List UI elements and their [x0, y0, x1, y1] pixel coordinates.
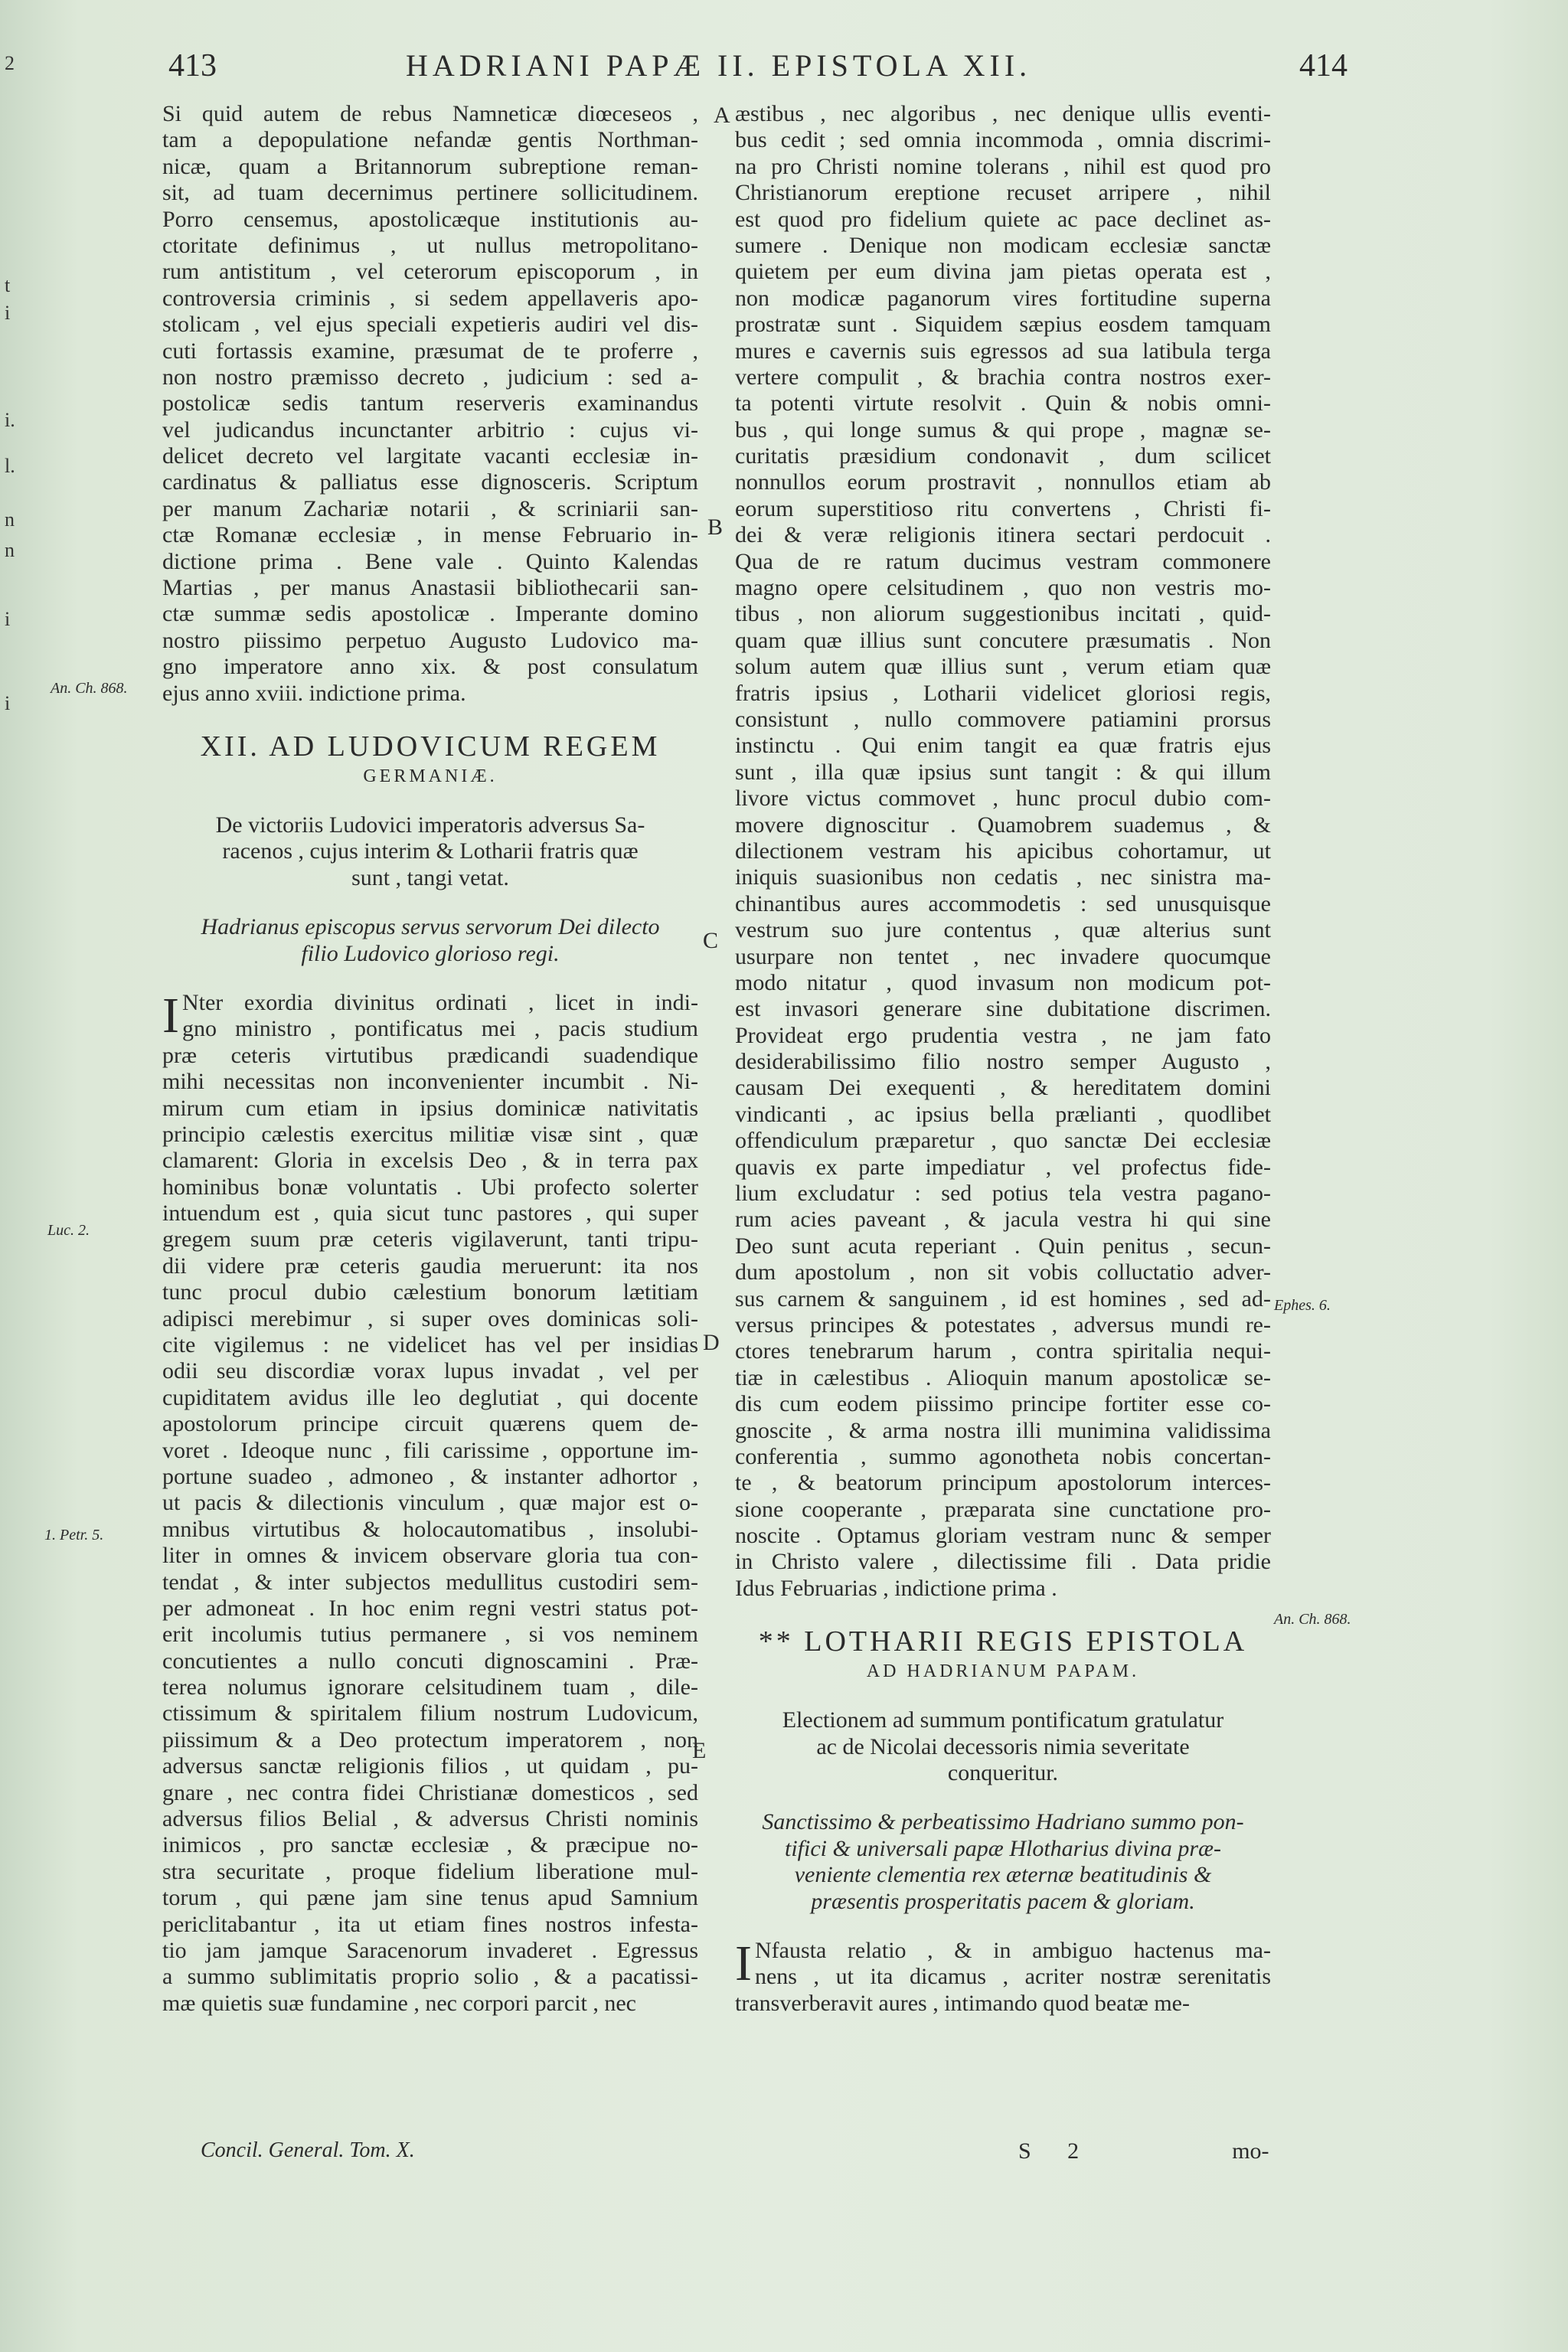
text-line: sus carnem & sanguinem , id est homines , sed ad- — [735, 1285, 1271, 1312]
text-line: sione cooperante , præparata sine cunctatione pro- — [735, 1496, 1271, 1522]
body-first-line: Nter exordia divinitus ordinati , licet in indi- — [181, 989, 698, 1015]
text-line: mirum cum etiam in ipsius dominicæ nativitatis — [162, 1095, 698, 1121]
text-line: tunc procul dubio cælestium bonorum lætitiam — [162, 1279, 698, 1305]
text-line: vestrum suo jure contentus , quæ alterius sunt — [735, 917, 1271, 943]
edge-glyph: n — [5, 539, 15, 561]
edge-glyph: i — [5, 608, 11, 630]
text-line: piissimum & a Deo protectum imperatorem , non — [162, 1726, 698, 1753]
text-line: portune suadeo , admoneo , & instanter adhortor , — [162, 1463, 698, 1489]
salutation-line: veniente clementia rex æternæ beatitudinis & — [794, 1862, 1212, 1888]
lotharii-body — [735, 1938, 1271, 2017]
page-header — [168, 47, 1348, 101]
footer-volume: Concil. General. Tom. X. — [201, 2138, 415, 2162]
text-line: nonnullos eorum prostravit , nonnullos etiam ab — [735, 469, 1271, 495]
text-line: eorum superstitioso ritu convertens , Christi fi- — [735, 495, 1271, 521]
margin-note-peter: 1. Petr. 5. — [44, 1527, 104, 1544]
text-line: periclitabantur , ita ut etiam fines nostros infesta- — [162, 1911, 698, 1937]
text-line: in Christo valere , dilectissime fili . Data pridie — [735, 1549, 1271, 1575]
text-line: versus principes & potestates , adversus mundi re- — [735, 1312, 1271, 1338]
text-line: principio cælestis exercitus militiæ visæ sint , quæ — [162, 1121, 698, 1147]
text-line: apostolorum principe circuit quærens quem de- — [162, 1411, 698, 1437]
text-line: tendat , & inter subjectos medullitus custodiri sem- — [162, 1569, 698, 1595]
salutation-line: Hadrianus episcopus servus servorum Dei dilecto — [201, 914, 660, 940]
signature-mark: S 2 — [1018, 2138, 1095, 2164]
text-line: cuti fortassis examine, præsumat de te proferre , — [162, 338, 698, 364]
drop-cap: I — [162, 987, 179, 1044]
text-line: te , & beatorum principum apostolorum interces- — [735, 1470, 1271, 1496]
text-line: vindicanti , ac ipsius bella prælianti , quodlibet — [735, 1101, 1271, 1127]
text-line: gnoscite , & arma nostra illi munimina validissima — [735, 1417, 1271, 1443]
text-line: ejus anno xviii. indictione prima. — [162, 680, 466, 706]
letter-summary — [162, 812, 698, 891]
text-line: mnibus virtutibus & holocautomatibus , insolubi- — [162, 1516, 698, 1542]
text-line: quam quæ illius sunt concutere præsumatis . Non — [735, 627, 1271, 653]
text-line: erit incolumis tutius permanere , si vos neminem — [162, 1622, 698, 1648]
margin-note-luke: Luc. 2. — [47, 1222, 90, 1239]
text-line: præ ceteris virtutibus prædicandi suadendique — [162, 1042, 698, 1068]
text-line: Porro censemus, apostolicæque institutionis au- — [162, 206, 698, 232]
text-line: æstibus , nec algoribus , nec denique ullis eventi- — [735, 101, 1271, 126]
letter-body-continued — [735, 101, 1271, 1602]
text-line: sit, ad tuam decernimus pertinere sollicitudinem. — [162, 180, 698, 206]
text-line: dii videre præ ceteris gaudia meruerunt: ita nos — [162, 1253, 698, 1279]
text-line: lium excludatur : sed potius tela vestra pagano- — [735, 1181, 1271, 1207]
text-line: tio jam jamque Saracenorum invaderet . Egressus — [162, 1938, 698, 1963]
lotharii-subheading: AD HADRIANUM PAPAM. — [866, 1661, 1140, 1682]
text-line: dum apostolum , non sit vobis colluctatio adver- — [735, 1259, 1271, 1285]
text-line: tam a depopulatione nefandæ gentis Northman- — [162, 127, 698, 153]
text-line: prostratæ sunt . Siquidem sæpius eosdem tamquam — [735, 312, 1271, 338]
summary-line: conqueritur. — [947, 1760, 1059, 1786]
section-marker-b: B — [707, 514, 724, 540]
text-line: gno ministro , pontificatus mei , pacis studium — [181, 1016, 698, 1042]
text-line: Martias , per manus Anastasii bibliothecarii san- — [162, 575, 698, 601]
text-line: transverberavit aures , intimando quod beatæ me- — [735, 1990, 1190, 2016]
salutation-line: Sanctissimo & perbeatissimo Hadriano summo pon- — [762, 1809, 1244, 1835]
letter-subheading-xii: GERMANIÆ. — [363, 766, 498, 786]
text-line: nicæ, quam a Britannorum subreptione reman- — [162, 153, 698, 179]
section-marker-d: D — [703, 1330, 720, 1355]
summary-line: De victoriis Ludovici imperatoris adversus Sa- — [215, 812, 645, 838]
text-line: conferentia , summo agonotheta nobis concertan- — [735, 1443, 1271, 1469]
summary-line: ac de Nicolai decessoris nimia severitate — [816, 1733, 1190, 1759]
summary-line: racenos , cujus interim & Lotharii fratris quæ — [222, 838, 639, 864]
text-line: modo nitatur , quod invasum non modicum pot- — [735, 969, 1271, 995]
text-line: na pro Christi nomine tolerans , nihil est quod pro — [735, 153, 1271, 179]
text-line: intuendum est , quia sicut tunc pastores , qui super — [162, 1200, 698, 1227]
text-line: adversus filios Belial , & adversus Christi nominis — [162, 1806, 698, 1832]
text-line: quavis ex parte impediatur , vel profectus fide- — [735, 1154, 1271, 1180]
text-line: tibus , non aliorum suggestionibus incitati , quid- — [735, 601, 1271, 627]
text-line: offendiculum præparetur , quo sanctæ Dei ecclesiæ — [735, 1128, 1271, 1154]
salutation-line: præsentis prosperitatis pacem & gloriam. — [811, 1888, 1195, 1914]
text-line: hominibus bonæ voluntatis . Ubi profecto solerter — [162, 1174, 698, 1200]
text-line: mæ quietis suæ fundamine , nec corpori parcit , nec — [162, 1990, 636, 2016]
text-line: noscite . Optamus gloriam vestram nunc & semper — [735, 1523, 1271, 1549]
edge-glyph: n — [5, 508, 15, 531]
text-line: cardinatus & palliatus esse dignosceris. Scriptum — [162, 469, 698, 495]
text-line: cite vigilemus : ne videlicet has vel per insidias — [162, 1332, 698, 1358]
text-line: bus , qui longe sumus & qui prope , magnæ se- — [735, 416, 1271, 443]
text-line: clamarent: Gloria in excelsis Deo , & in terra pax — [162, 1148, 698, 1174]
text-line: postolicæ sedis tantum reserveris examinandus — [162, 390, 698, 416]
text-line: torum , qui pæne jam sine tenus apud Samnium — [162, 1885, 698, 1911]
text-line: mihi necessitas non inconvenienter incumbit . Ni- — [162, 1069, 698, 1095]
page-number-left: 413 — [168, 48, 217, 83]
lotharii-heading: ** LOTHARII REGIS EPISTOLA — [758, 1625, 1248, 1658]
text-line: livore victus commovet , hunc procul dubio com- — [735, 786, 1271, 812]
text-line: Si quid autem de rebus Namneticæ diœceseos , — [162, 101, 698, 126]
salutation-line: filio Ludovico glorioso regi. — [301, 940, 560, 966]
text-line: rum antistitum , vel ceterorum episcoporum , in — [162, 259, 698, 285]
text-line: desiderabilissimo filio nostro semper Augusto , — [735, 1049, 1271, 1075]
text-line: stra securitate , proque fidelium liberatione mul- — [162, 1858, 698, 1884]
text-line: voret . Ideoque nunc , fili carissime , opportune im- — [162, 1437, 698, 1463]
text-line: dis cum eodem piissimo principe fortiter esse co- — [735, 1391, 1271, 1417]
text-line: ctores tenebrarum harum , contra spiritalia nequi- — [735, 1338, 1271, 1364]
letter-heading-xii: XII. AD LUDOVICUM REGEM — [200, 730, 661, 763]
footer-signature-line — [1018, 2138, 1269, 2164]
text-line: Christianorum ereptione recuset arripere , nihil — [735, 180, 1271, 206]
margin-note-year-left: An. Ch. 868. — [51, 680, 128, 697]
text-line: dei & veræ religionis itinera sectari perdocuit . — [735, 522, 1271, 548]
summary-line: sunt , tangi vetat. — [351, 864, 509, 890]
text-line: ctissimum & spiritalem filium nostrum Ludovicum, — [162, 1700, 698, 1726]
text-line: chinantibus aures accommodetis : sed unusquisque — [735, 890, 1271, 916]
left-column — [162, 101, 698, 2017]
text-line: mures e cavernis suis egressos ad sua latibula terga — [735, 338, 1271, 364]
drop-cap: I — [735, 1936, 752, 1991]
text-line: inimicos , pro sanctæ ecclesiæ , & præcipue no- — [162, 1832, 698, 1858]
section-marker-e: E — [692, 1738, 707, 1763]
text-line: terea nolumus ignorare celsitudinem tuam , dile- — [162, 1674, 698, 1700]
letter-salutation — [162, 914, 698, 967]
edge-glyph: l. — [5, 455, 15, 477]
text-line: delicet decreto vel largitate vacanti ecclesiæ in- — [162, 443, 698, 469]
salutation-line: tifici & universali papæ Hlotharius divina præ- — [785, 1835, 1221, 1861]
text-line: ctæ summæ sedis apostolicæ . Imperante domino — [162, 601, 698, 627]
lotharii-summary — [735, 1707, 1271, 1786]
text-line: liter in omnes & invicem observare gloria tua con- — [162, 1543, 698, 1569]
text-line: solum autem quæ illius sunt , verum etiam quæ — [735, 654, 1271, 680]
running-title: HADRIANI PAPÆ II. EPISTOLA XII. — [406, 48, 1032, 83]
text-line: ta potenti virtute resolvit . Quin & nobis omni- — [735, 390, 1271, 416]
text-line: sunt , illa quæ ipsius sunt tangit : & qui illum — [735, 759, 1271, 785]
letter-body — [162, 987, 698, 2017]
text-line: est quod pro fidelium quiete ac pace declinet as- — [735, 206, 1271, 232]
text-line: gnare , nec contra fidei Christianæ domesticos , sed — [162, 1779, 698, 1805]
text-line: per manum Zachariæ notarii , & scriniarii san- — [162, 495, 698, 521]
text-line: ctæ Romanæ ecclesiæ , in mense Februario in- — [162, 522, 698, 548]
body-first-line: Nfausta relatio , & in ambiguo hactenus ma- — [754, 1938, 1271, 1963]
text-line: concutientes a nullo concuti dignoscamini . Præ- — [162, 1648, 698, 1674]
text-line: Qua de re ratum ducimus vestram commonere — [735, 548, 1271, 574]
text-line: ctoritate definimus , ut nullus metropolitano- — [162, 232, 698, 258]
text-line: adipisci merebimur , si super oves dominicas soli- — [162, 1305, 698, 1331]
text-line: fratris ipsius , Lotharii videlicet gloriosi regis, — [735, 680, 1271, 706]
section-marker-a: A — [714, 103, 730, 128]
text-line: controversia criminis , si sedem appellaveris apo- — [162, 285, 698, 311]
text-line: est invasori generare sine dubitatione discrimen. — [735, 996, 1271, 1022]
text-line: odii seu discordiæ vorax lupus invadat , vel per — [162, 1358, 698, 1384]
right-column — [735, 101, 1271, 2017]
text-line: ut pacis & dilectionis vinculum , quæ major est o- — [162, 1490, 698, 1516]
edge-glyph: i — [5, 692, 11, 714]
previous-letter-ending — [162, 101, 698, 707]
text-line: adversus sanctæ religionis filios , ut quidam , pu- — [162, 1753, 698, 1779]
text-line: dilectionem vestram his apicibus cohortamur, ut — [735, 838, 1271, 864]
text-line: tiæ in cælestibus . Alioquin manum apostolicæ se- — [735, 1364, 1271, 1390]
catchword: mo- — [1232, 2138, 1269, 2164]
text-line: bus cedit ; sed omnia incommoda , omnia discrimi- — [735, 127, 1271, 153]
text-line: causam Dei exequenti , & hereditatem domini — [735, 1075, 1271, 1101]
text-line: movere dignoscitur . Quamobrem suademus , & — [735, 812, 1271, 838]
text-line: nostro piissimo perpetuo Augusto Ludovico ma- — [162, 627, 698, 653]
text-line: curitatis præsidium condonavit , dum scilicet — [735, 443, 1271, 469]
page-number-right: 414 — [1299, 48, 1348, 83]
text-line: sumere . Denique non modicam ecclesiæ sanctæ — [735, 232, 1271, 258]
text-line: usurpare non tentet , nec invadere quocumque — [735, 943, 1271, 969]
text-line: nens , ut ita dicamus , acriter nostræ serenitatis — [754, 1964, 1271, 1990]
text-line: magno opere celsitudinem , quo non vestris mo- — [735, 575, 1271, 601]
edge-glyph: i. — [5, 409, 15, 431]
text-line: non nostro præmisso decreto , judicium : sed a- — [162, 364, 698, 390]
text-line: a summo sublimitatis proprio solio , & a pacatissi- — [162, 1964, 698, 1990]
text-line: instinctu . Qui enim tangit ea quæ fratris ejus — [735, 733, 1271, 759]
edge-glyph: t — [5, 274, 11, 296]
summary-line: Electionem ad summum pontificatum gratulatur — [782, 1707, 1224, 1733]
text-line: dictione prima . Bene vale . Quinto Kalendas — [162, 548, 698, 574]
margin-note-ephesians: Ephes. 6. — [1274, 1297, 1331, 1314]
text-line: non modicæ paganorum vires fortitudine superna — [735, 285, 1271, 311]
text-line: quietem per eum divina jam pietas operata est , — [735, 259, 1271, 285]
text-line: rum acies paveant , & jacula vestra hi qui sine — [735, 1207, 1271, 1233]
text-line: consistunt , nullo commovere patiamini prorsus — [735, 706, 1271, 732]
text-line: stolicam , vel ejus speciali expetieris audiri vel dis- — [162, 312, 698, 338]
lotharii-salutation — [735, 1809, 1271, 1915]
text-line: per admoneat . In hoc enim regni vestri status pot- — [162, 1595, 698, 1621]
text-line: cupiditatem avidus ille leo deglutiat , qui docente — [162, 1384, 698, 1410]
text-line: iniquis suasionibus non cedatis , nec sinistra ma- — [735, 864, 1271, 890]
text-line: vertere compulit , & brachia contra nostros exer- — [735, 364, 1271, 390]
text-line: Idus Februarias , indictione prima . — [735, 1575, 1057, 1601]
edge-glyph: 2 — [5, 52, 15, 74]
text-line: gno imperatore anno xix. & post consulatum — [162, 654, 698, 680]
text-line: Provideat ergo prudentia vestra , ne jam fato — [735, 1022, 1271, 1048]
margin-note-year-right: An. Ch. 868. — [1274, 1611, 1351, 1628]
text-line: gregem suum præ ceteris vigilaverunt, tanti tripu- — [162, 1227, 698, 1253]
section-marker-c: C — [703, 928, 719, 953]
edge-glyph: i — [5, 302, 11, 324]
text-line: vel judicandus incunctanter arbitrio : cujus vi- — [162, 416, 698, 443]
text-line: Deo sunt acuta reperiant . Quin penitus , secun- — [735, 1233, 1271, 1259]
